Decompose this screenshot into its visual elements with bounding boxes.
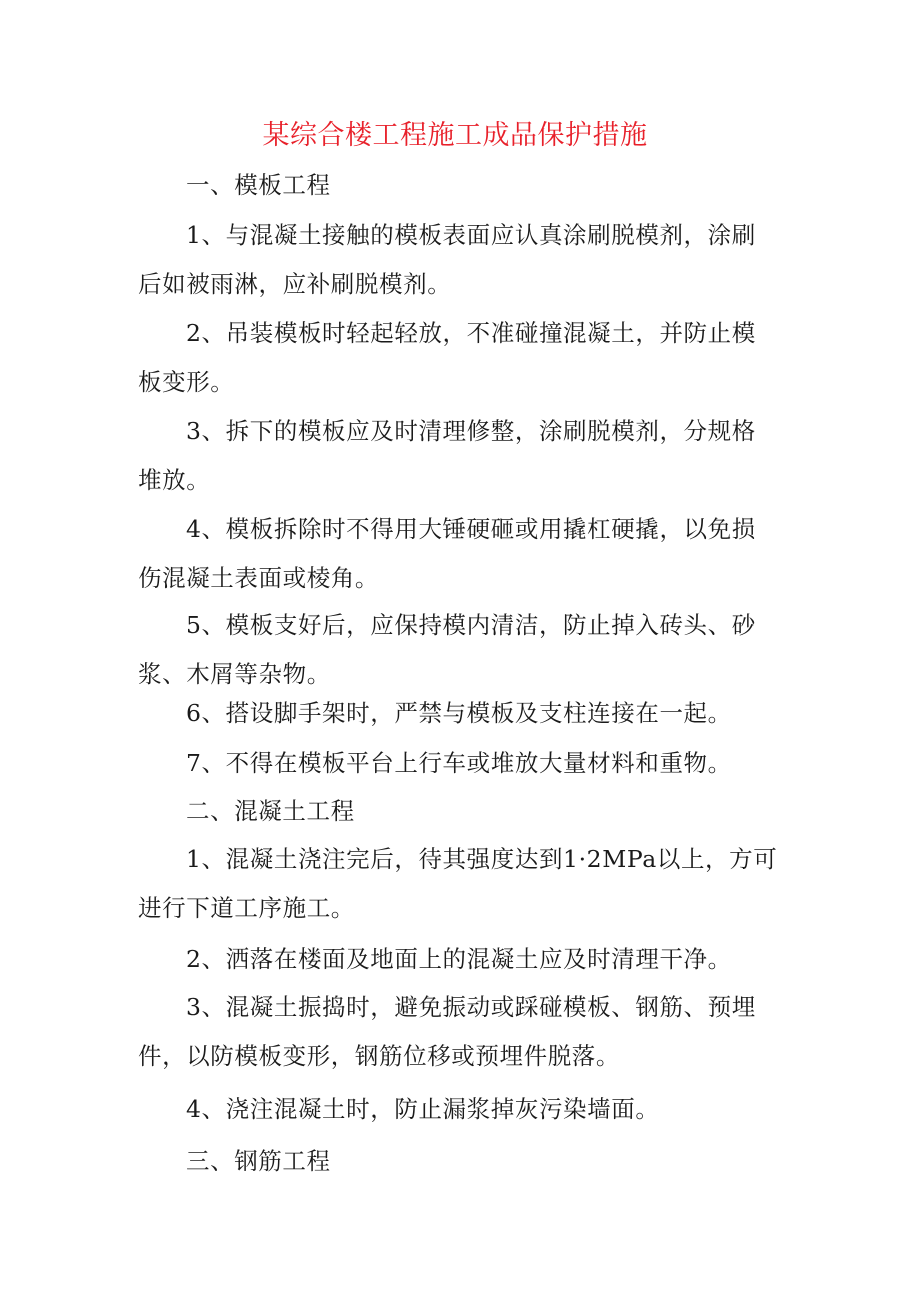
paragraph: 5、模板支好后，应保持模内清洁，防止掉入砖头、砂浆、木屑等杂物。 bbox=[138, 611, 756, 688]
section-heading-concrete: 二、混凝土工程 bbox=[186, 797, 355, 825]
paragraph: 7、不得在模板平台上行车或堆放大量材料和重物。 bbox=[186, 749, 732, 777]
document-title: 某综合楼工程施工成品保护措施 bbox=[262, 120, 648, 151]
paragraph: 3、拆下的模板应及时清理修整，涂刷脱模剂，分规格堆放。 bbox=[138, 417, 756, 494]
paragraph: 1、混凝土浇注完后，待其强度达到1·2MPa以上，方可进行下道工序施工。 bbox=[138, 845, 778, 922]
section-heading-formwork: 一、模板工程 bbox=[186, 171, 331, 199]
paragraph: 4、模板拆除时不得用大锤硬砸或用撬杠硬撬，以免损伤混凝土表面或棱角。 bbox=[138, 515, 756, 592]
paragraph: 2、洒落在楼面及地面上的混凝土应及时清理干净。 bbox=[186, 945, 732, 973]
section-heading-rebar: 三、钢筋工程 bbox=[186, 1147, 331, 1175]
paragraph: 4、浇注混凝土时，防止漏浆掉灰污染墙面。 bbox=[186, 1095, 660, 1123]
paragraph: 2、吊装模板时轻起轻放，不准碰撞混凝土，并防止模板变形。 bbox=[138, 319, 756, 396]
paragraph: 3、混凝土振捣时，避免振动或踩碰模板、钢筋、预埋件，以防模板变形，钢筋位移或预埋件脱落。 bbox=[138, 993, 756, 1070]
paragraph: 6、搭设脚手架时，严禁与模板及支柱连接在一起。 bbox=[186, 699, 732, 727]
paragraph: 1、与混凝土接触的模板表面应认真涂刷脱模剂，涂刷后如被雨淋，应补刷脱模剂。 bbox=[138, 221, 756, 298]
